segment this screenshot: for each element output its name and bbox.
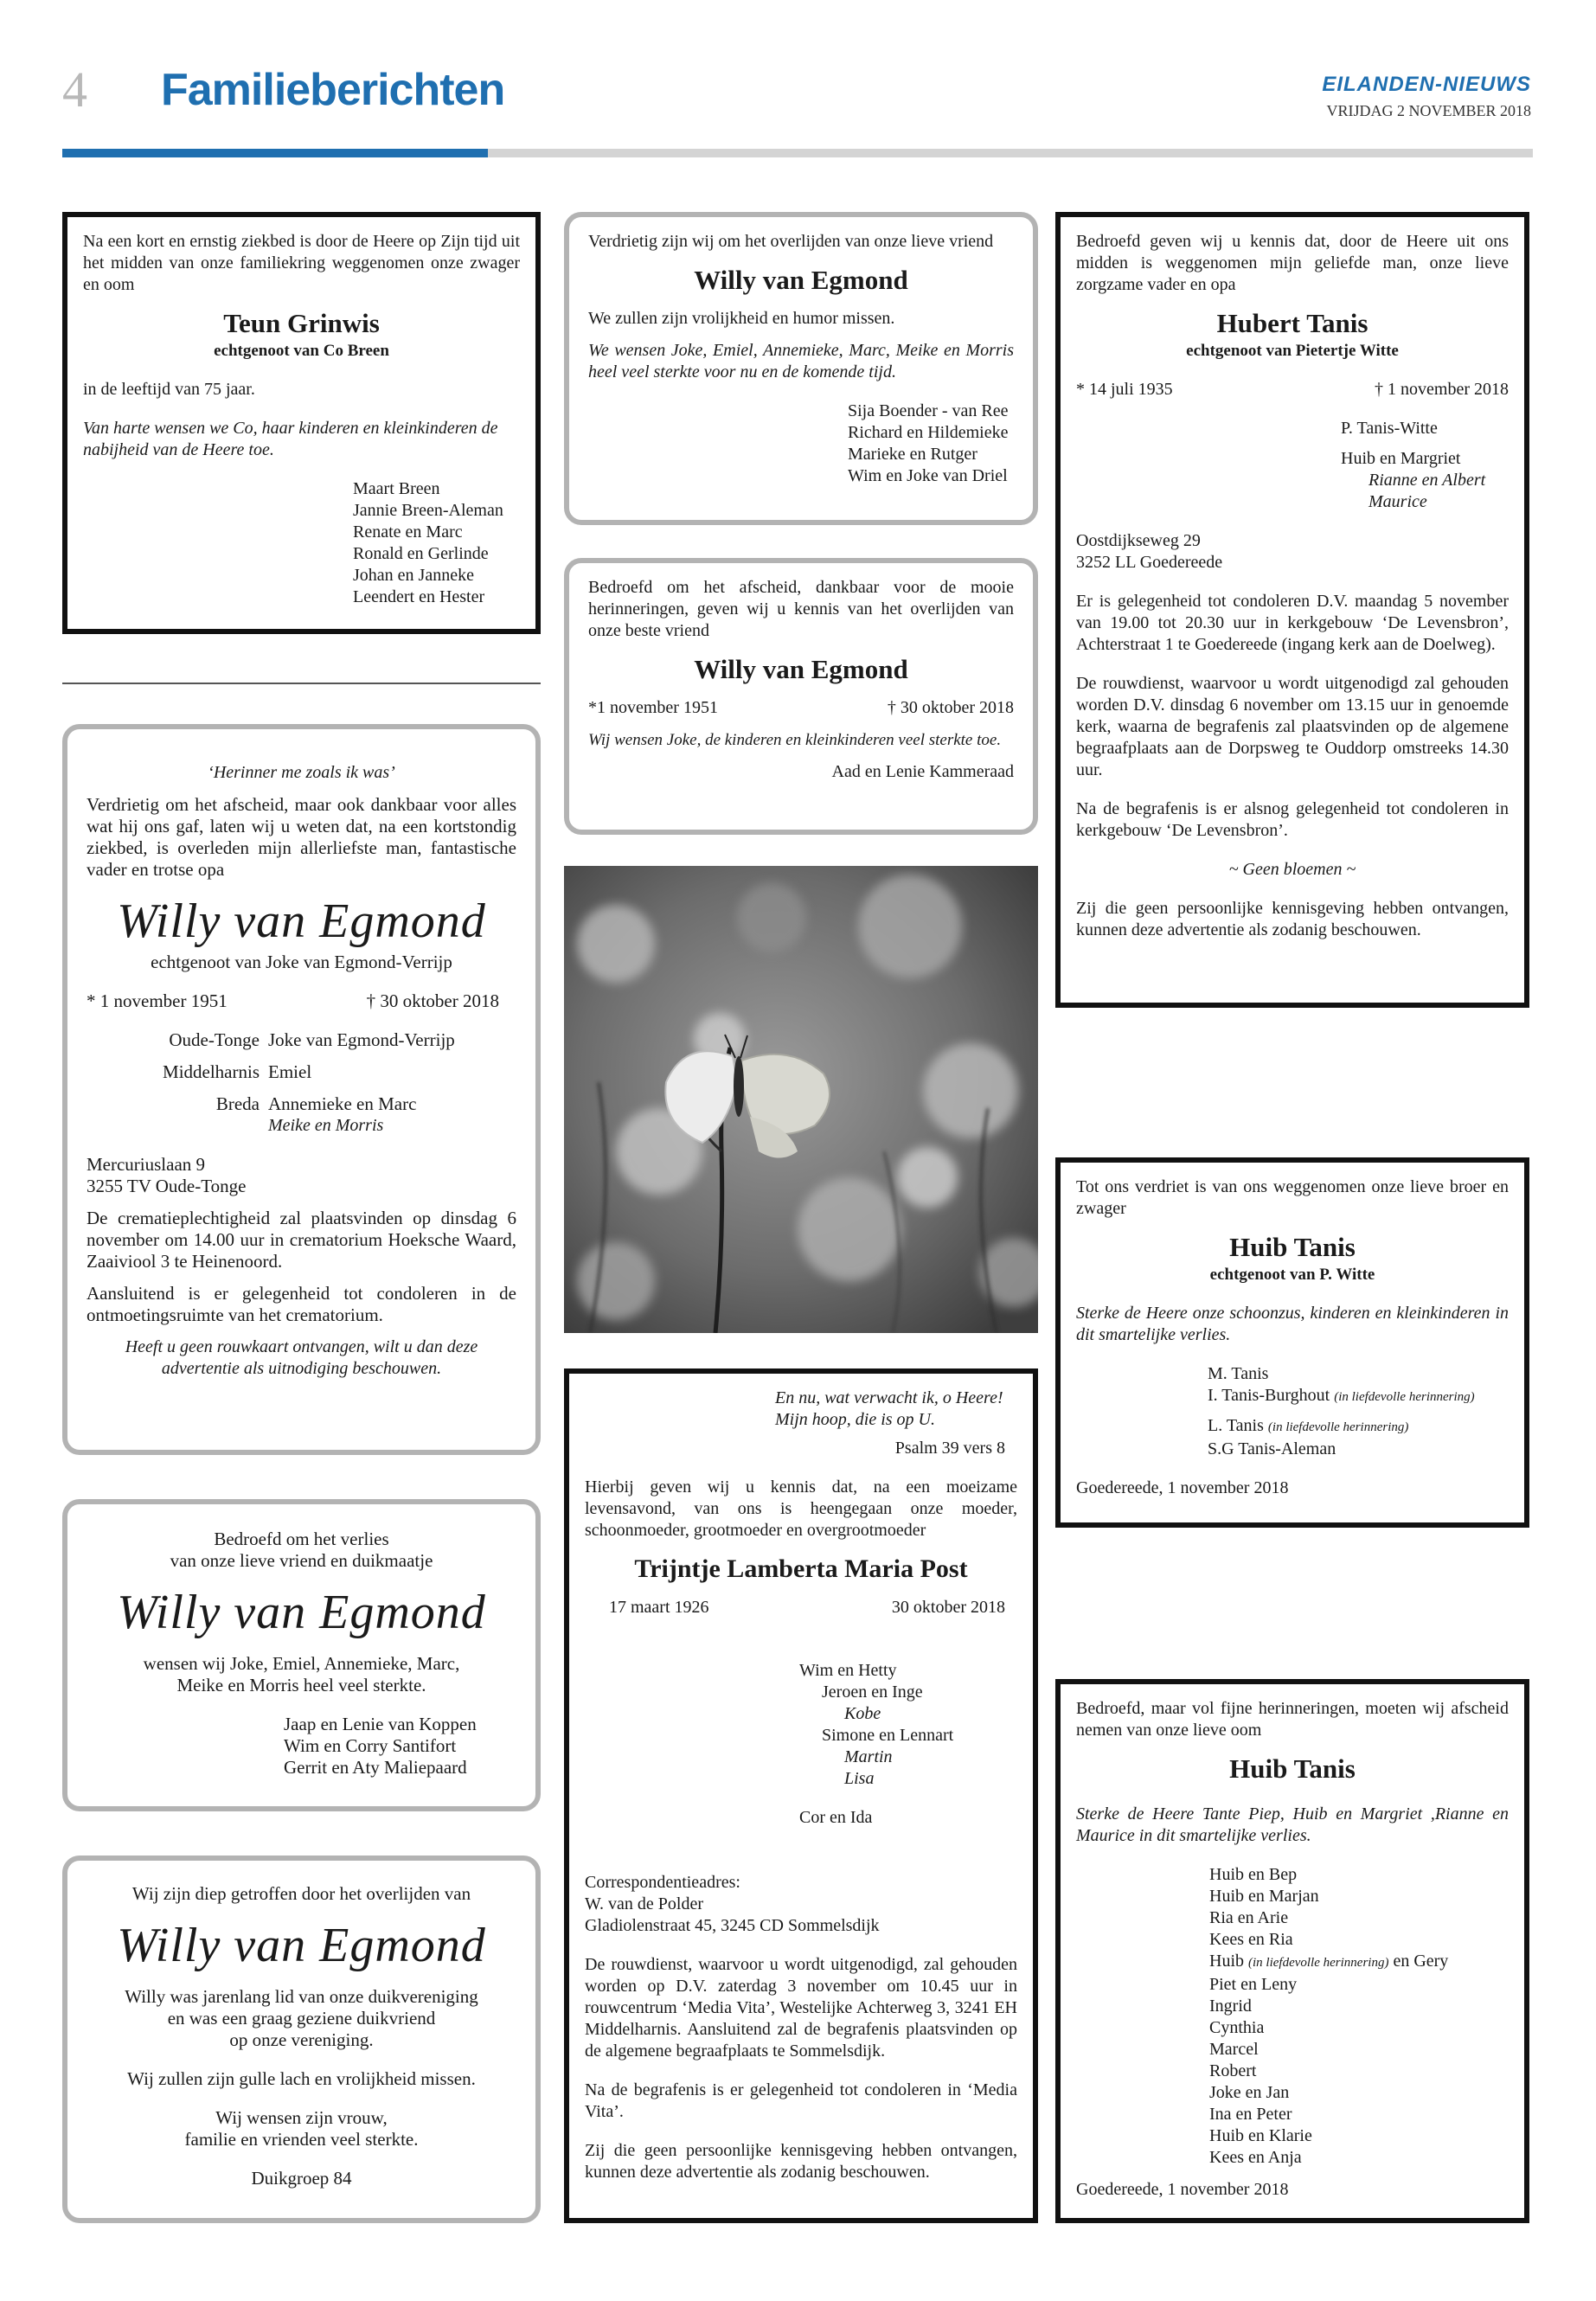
wish-text: We wensen Joke, Emiel, Annemieke, Marc, Meike en Morris heel veel sterkte voor nu en de komende tijd. [588,341,1014,381]
signer: Piet en Leny [1209,1975,1298,1994]
motto: ‘Herinner me zoals ik was’ [208,763,395,782]
signer [1209,1951,1509,1974]
signer: Sija Boender - van Ree [848,401,1009,420]
signer: Huib en Klarie [1209,2126,1312,2145]
signer: Renate en Marc [353,522,463,542]
signer: Wim en Corry Santifort [284,1735,457,1756]
deceased-name: Trijntje Lamberta Maria Post [634,1554,968,1583]
condolence-text: Na de begrafenis is er alsnog gelegenheid tot condoleren in kerkgebouw ‘De Levensbron’. [1076,799,1509,840]
deceased-name: Willy van Egmond [694,654,908,684]
notice-intro: Verdrietig om het afscheid, maar ook dankbaar voor alles wat hij ons gaf, laten wij u weten dat, na een kortstondig ziekbed, is overleden mijn allerliefste man, fantastische vader en trotse opa [87,794,516,880]
notice-trijntje-post [564,1368,1038,2223]
wish-text: familie en vrienden veel sterkte. [184,2129,419,2150]
family-member: Lisa [844,1769,875,1788]
signer-name: Huib [1209,1952,1244,1971]
notice-intro: Verdrietig zijn wij om het overlijden van onze lieve vriend [588,232,994,251]
family-member: Huib en Margriet [1341,449,1461,468]
ceremony-text: De crematieplechtigheid zal plaatsvinden op dinsdag 6 november om 14.00 uur in crematorium Hoeksche Waard, Zaaiviool 3 te Heinenoord. [87,1208,516,1272]
bible-verse [585,1388,1017,1459]
grandchildren: Meike en Morris [268,1116,384,1135]
butterfly-photo [564,866,1038,1333]
notice-intro: Tot ons verdriet is van ons weggenomen onze lieve broer en zwager [1076,1177,1509,1218]
family-member: Rianne en Albert [1368,471,1486,490]
signer: Richard en Hildemieke [848,423,1009,442]
tribute-text: Wij zullen zijn gulle lach en vrolijkheid missen. [127,2068,476,2089]
death-date: 30 oktober 2018 [891,1598,1005,1617]
signer: Marieke en Rutger [848,445,977,464]
service-text: De rouwdienst, waarvoor u wordt uitgenodigd zal gehouden worden D.V. dinsdag 6 november om 13.15 uur in genoemde kerk, waarna de begrafenis zal plaatsvinden op de algemene begraafplaats aan de Dorpsweg te Ouddorp omstreeks 14.30 uur. [1076,674,1509,779]
signer: Ria en Arie [1209,1908,1289,1927]
signers-list [284,1714,516,1779]
signer: Gerrit en Aty Maliepaard [284,1757,467,1778]
butterfly-image [564,866,1038,1333]
memorial-note: (in liefdevolle herinnering) [1334,1390,1475,1404]
signer [1208,1415,1509,1439]
address-line: 3255 TV Oude-Tonge [87,1176,247,1196]
condolence-text: Na de begrafenis is er gelegenheid tot condoleren in ‘Media Vita’. [585,2080,1017,2121]
family-member: Martin [844,1747,893,1766]
life-dates [1076,379,1509,401]
family-member: Kobe [844,1704,881,1723]
signers-list [848,401,1014,487]
memorial-note: (in liefdevolle herinnering) [1267,1420,1409,1434]
notice-willy-divegroup [62,1856,541,2223]
signer: S.G Tanis-Aleman [1208,1439,1336,1458]
address-line: Oostdijkseweg 29 [1076,531,1201,550]
family-member: Simone en Lennart [822,1726,954,1745]
notice-huib-tanis-family [1055,1157,1529,1528]
deceased-name: Teun Grinwis [223,308,380,338]
notification-note: Zij die geen persoonlijke kennisgeving hebben ontvangen, kunnen deze advertentie als zodanig beschouwen. [585,2141,1017,2182]
family-place: Breda [215,1093,260,1114]
correspondence-name: W. van de Polder [585,1894,704,1913]
tribute-text: en was een graag geziene duikvriend [167,2008,436,2029]
signer: Ina en Peter [1209,2105,1292,2124]
signer-name: en Gery [1393,1952,1449,1971]
signer: Wim en Joke van Driel [848,466,1008,485]
notice-willy-kammeraad [564,558,1038,835]
newspaper-logo: EILANDEN-NIEUWS [1322,73,1531,96]
birth-date: 17 maart 1926 [609,1598,709,1617]
notice-intro: Bedroefd, maar vol fijne herinneringen, moeten wij afscheid nemen van onze lieve oom [1076,1699,1509,1740]
deceased-name: Huib Tanis [1229,1232,1356,1262]
signer: Jannie Breen-Aleman [353,501,503,520]
signer: Ronald en Gerlinde [353,544,489,563]
notice-intro: Bedroefd geven wij u kennis dat, door de Heere uit ons midden is weggenomen mijn geliefde man, onze lieve zorgzame vader en opa [1076,232,1509,294]
signer: M. Tanis [1208,1364,1269,1383]
family-members: Emiel [268,1061,312,1082]
family-members: Annemieke en Marc [268,1093,417,1114]
verse-line: En nu, wat verwacht ik, o Heere! [775,1388,1003,1407]
signer: Kees en Ria [1209,1930,1293,1949]
family-list [1341,418,1509,513]
family-place: Oude-Tonge [169,1029,260,1050]
deceased-name-script: Willy van Egmond [117,894,486,948]
signer: Marcel [1209,2040,1259,2059]
page-number: 4 [62,61,87,118]
deceased-name-script: Willy van Egmond [117,1919,486,1972]
wish-text: Van harte wensen we Co, haar kinderen en kleinkinderen de nabijheid van de Heere toe. [83,419,498,459]
service-text: De rouwdienst, waarvoor u wordt uitgenodigd, zal gehouden worden op D.V. zaterdag 3 november om 10.45 uur in rouwcentrum ‘Media Vita’, Westelijke Achterweg 3, 3241 EH Middelharnis. Aansluitend zal de begrafenis plaatsvinden op de algemene begraafplaats te Sommelsdijk. [585,1955,1017,2061]
death-date: † 30 oktober 2018 [366,990,499,1011]
notice-willy-friends [62,1499,541,1811]
death-date: † 1 november 2018 [1375,380,1509,399]
condolence-text: Aansluitend is er gelegenheid tot condoleren in de ontmoetingsruimte van het crematorium. [87,1283,516,1325]
notice-intro: Wij zijn diep getroffen door het overlijden van [131,1883,471,1904]
deceased-name-script: Willy van Egmond [117,1586,486,1639]
header-rule-accent [62,149,488,157]
correspondence-label: Correspondentieadres: [585,1873,740,1892]
signer: Aad en Lenie Kammeraad [831,762,1014,781]
signer: Robert [1209,2061,1257,2080]
notification-note: Zij die geen persoonlijke kennisgeving hebben ontvangen, kunnen deze advertentie als zodanig beschouwen. [1076,899,1509,939]
no-flowers-note: ~ Geen bloemen ~ [1228,860,1356,879]
notice-hubert-tanis [1055,212,1529,1008]
notice-teun-grinwis [62,212,541,634]
family-list [799,1660,1017,1829]
signers-list [1208,1363,1509,1460]
family-member: Maurice [1368,492,1427,511]
death-date: † 30 oktober 2018 [887,698,1014,717]
notice-intro: Bedroefd om het verlies [214,1529,389,1549]
life-dates [588,697,1014,719]
family-place: Middelharnis [163,1061,260,1082]
spouse-line: echtgenoot van P. Witte [1209,1266,1375,1284]
signer: Leendert en Hester [353,587,485,606]
wish-text: Sterke de Heere onze schoonzus, kinderen en kleinkinderen in dit smartelijke verlies. [1076,1304,1509,1344]
correspondence-address: Gladiolenstraat 45, 3245 CD Sommelsdijk [585,1916,880,1935]
family-row [87,1093,516,1115]
family-member: Jeroen en Inge [822,1682,923,1702]
family-member: Wim en Hetty [799,1661,897,1680]
place-date: Goedereede, 1 november 2018 [1076,2180,1289,2199]
signer: Kees en Anja [1209,2148,1302,2167]
spouse-line: echtgenoot van Pietertje Witte [1186,342,1399,360]
tribute-text: We zullen zijn vrolijkheid en humor missen. [588,309,895,328]
issue-date: VRIJDAG 2 NOVEMBER 2018 [1326,102,1531,119]
signers-list [353,478,520,608]
deceased-name: Willy van Egmond [694,265,908,295]
birth-date: * 14 juli 1935 [1076,380,1173,399]
signers-list [1209,1864,1509,2169]
verse-line: Mijn hoop, die is op U. [775,1410,935,1429]
spouse-line: echtgenoot van Joke van Egmond-Verrijp [151,952,452,972]
birth-date: * 1 november 1951 [87,990,228,1011]
condolence-text: Er is gelegenheid tot condoleren D.V. maandag 5 november van 19.00 tot 20.30 uur in kerkgebouw ‘De Levensbron’, Achterstraat 1 te Goedereede (ingang kerk aan de Doelweg). [1076,592,1509,654]
life-dates [87,990,516,1012]
verse-reference: Psalm 39 vers 8 [894,1439,1005,1458]
signer [1208,1385,1509,1408]
tribute-text: Willy was jarenlang lid van onze duikvereniging [125,1986,478,2007]
signer: Jaap en Lenie van Koppen [284,1714,477,1734]
place-date: Goedereede, 1 november 2018 [1076,1478,1289,1497]
address-line: 3252 LL Goedereede [1076,553,1223,572]
wish-text: Sterke de Heere Tante Piep, Huib en Margriet ,Rianne en Maurice in dit smartelijke verlies. [1076,1804,1509,1845]
notice-intro: Na een kort en ernstig ziekbed is door de Heere op Zijn tijd uit het midden van onze familiekring weggenomen onze zwager en oom [83,232,520,294]
notice-intro: Bedroefd om het afscheid, dankbaar voor de mooie herinneringen, geven wij u kennis van het overlijden van onze beste vriend [588,578,1014,640]
spouse-line: echtgenoot van Co Breen [214,342,389,360]
signer: Huib en Marjan [1209,1887,1319,1906]
wish-text: Wij wensen zijn vrouw, [215,2107,388,2128]
deceased-name: Hubert Tanis [1216,308,1368,338]
memorial-note: (in liefdevolle herinnering) [1248,1956,1389,1970]
family-row [87,1029,516,1051]
signer: Cynthia [1209,2018,1265,2037]
invitation-note: Heeft u geen rouwkaart ontvangen, wilt u dan deze advertentie als uitnodiging beschouwen. [125,1337,478,1378]
family-member: P. Tanis-Witte [1341,419,1438,438]
signer: Ingrid [1209,1997,1252,2016]
signer: Huib en Bep [1209,1865,1298,1884]
wish-text: wensen wij Joke, Emiel, Annemieke, Marc, [143,1653,460,1674]
wish-text: Wij wensen Joke, de kinderen en kleinkinderen veel sterkte toe. [588,731,1002,749]
birth-date: *1 november 1951 [588,698,718,717]
address-line: Mercuriuslaan 9 [87,1154,206,1175]
notice-huib-tanis-nephews [1055,1679,1529,2223]
family-member: Cor en Ida [799,1808,873,1827]
signer: Joke en Jan [1209,2083,1290,2102]
family-members: Joke van Egmond-Verrijp [268,1029,455,1050]
tribute-text: op onze vereniging. [229,2029,374,2050]
notice-willy-friend-boender [564,212,1038,525]
signer-name: I. Tanis-Burghout [1208,1386,1330,1405]
age-line: in de leeftijd van 75 jaar. [83,380,255,399]
wish-text: Meike en Morris heel veel sterkte. [176,1675,426,1695]
notice-willy-family [62,724,541,1455]
deceased-name: Huib Tanis [1229,1753,1356,1784]
notice-intro: van onze lieve vriend en duikmaatje [170,1550,433,1571]
column-divider [62,683,541,684]
signer: Johan en Janneke [353,566,474,585]
life-dates [585,1597,1017,1618]
signer: Duikgroep 84 [251,2168,352,2189]
notice-intro: Hierbij geven wij u kennis dat, na een moeizame levensavond, van ons is heengegaan onze moeder, schoonmoeder, grootmoeder en overgrootmoeder [585,1477,1017,1540]
signer: Maart Breen [353,479,440,498]
signer-name: L. Tanis [1208,1416,1264,1435]
section-title: Familieberichten [161,65,505,115]
family-row [87,1061,516,1083]
